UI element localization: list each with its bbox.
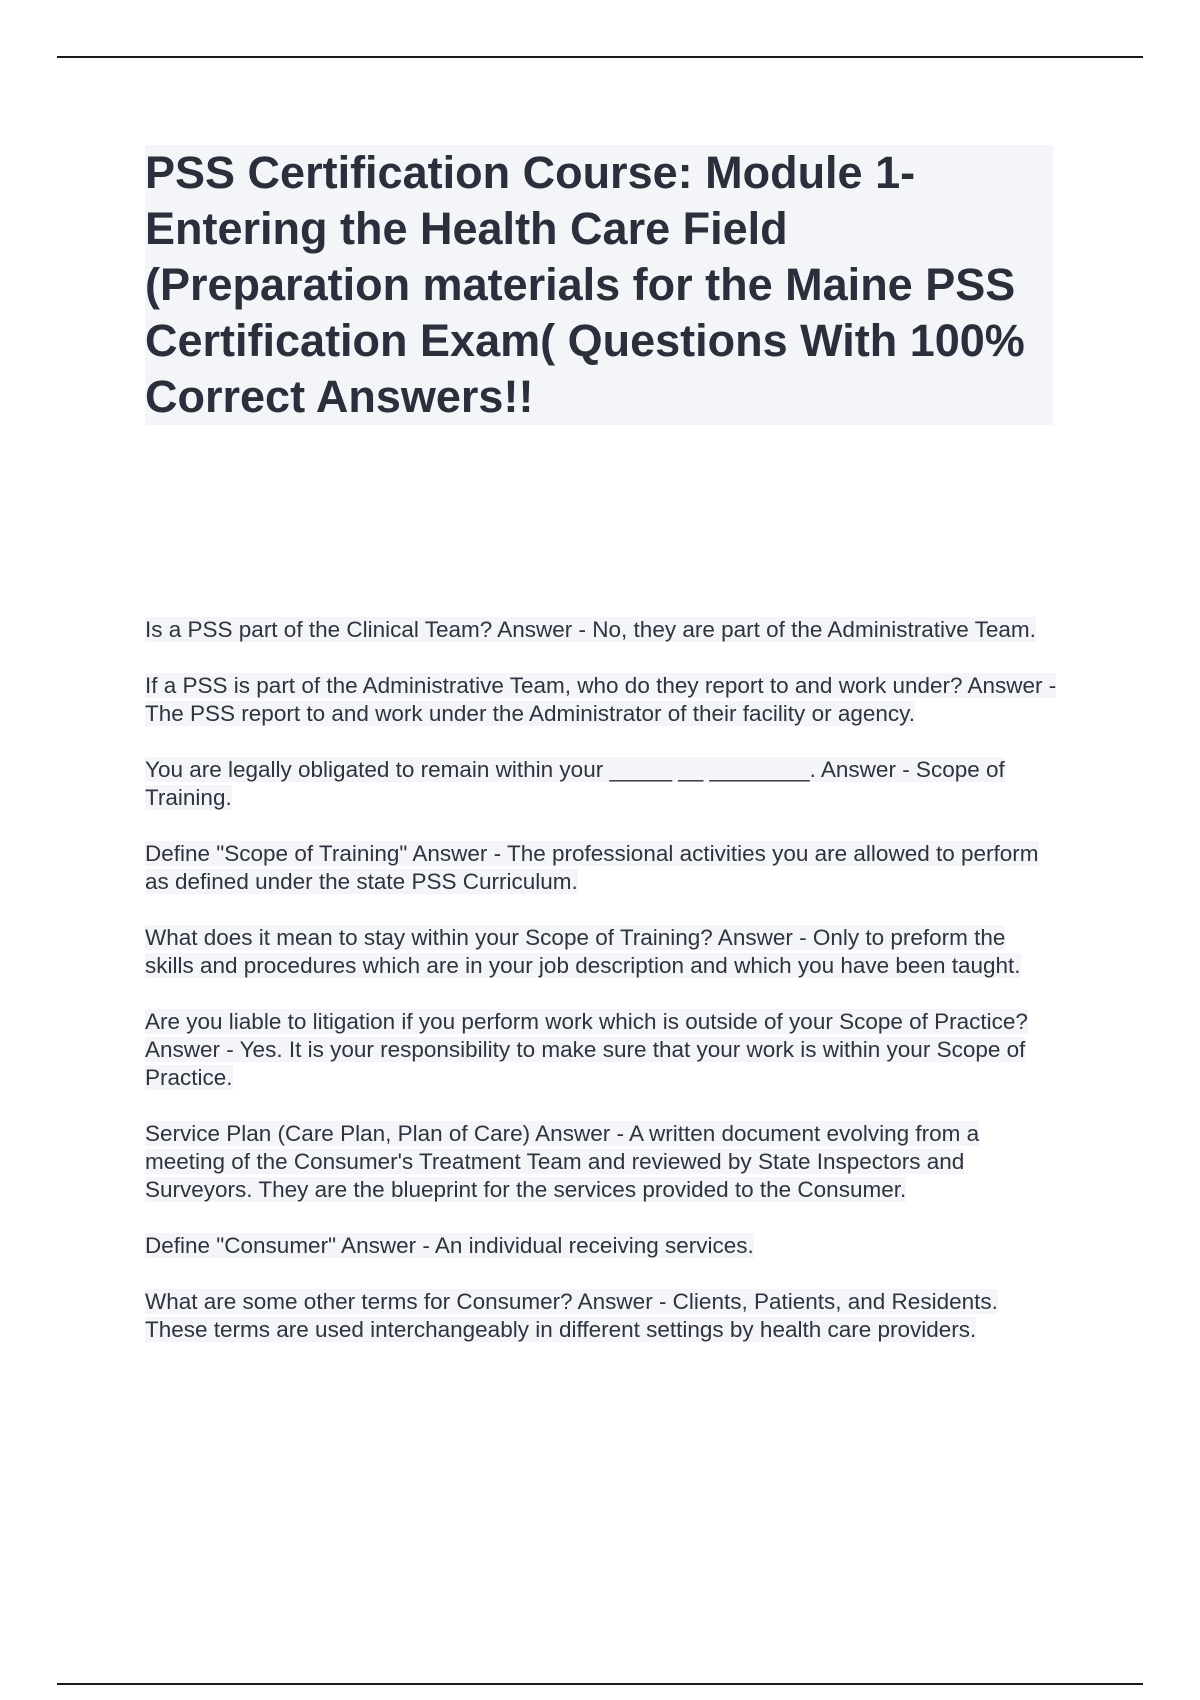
qa-text: You are legally obligated to remain within your _____ __ ________. Answer - Scope of Training. [145, 757, 1005, 810]
qa-text: Are you liable to litigation if you perform work which is outside of your Scope of Practice? Answer - Yes. It is your responsibility to make sure that your work is within your Scope of Practice. [145, 1009, 1028, 1090]
header-divider [57, 56, 1143, 58]
qa-text: Define "Consumer" Answer - An individual receiving services. [145, 1233, 754, 1258]
qa-item [145, 672, 1060, 728]
qa-text: Is a PSS part of the Clinical Team? Answer - No, they are part of the Administrative Team. [145, 617, 1036, 642]
qa-text: If a PSS is part of the Administrative Team, who do they report to and work under? Answer - The PSS report to and work under the Administrator of their facility or agency. [145, 673, 1057, 726]
qa-text: Service Plan (Care Plan, Plan of Care) Answer - A written document evolving from a meeting of the Consumer's Treatment Team and reviewed by State Inspectors and Surveyors. They are the blueprint for the services provided to the Consumer. [145, 1121, 980, 1202]
qa-list [145, 616, 1060, 1372]
footer-divider [57, 1683, 1143, 1685]
qa-text: What does it mean to stay within your Scope of Training? Answer - Only to preform the skills and procedures which are in your job description and which you have been taught. [145, 925, 1021, 978]
qa-text: Define "Scope of Training" Answer - The professional activities you are allowed to perform as defined under the state PSS Curriculum. [145, 841, 1039, 894]
qa-item [145, 840, 1060, 896]
qa-item [145, 616, 1060, 644]
qa-item [145, 1288, 1060, 1344]
qa-text: What are some other terms for Consumer? Answer - Clients, Patients, and Residents. These terms are used interchangeably in different settings by health care providers. [145, 1289, 998, 1342]
qa-item [145, 1008, 1060, 1092]
qa-item [145, 756, 1060, 812]
qa-item [145, 924, 1060, 980]
qa-item [145, 1232, 1060, 1260]
qa-item [145, 1120, 1060, 1204]
title-block [145, 145, 1053, 425]
document-title: PSS Certification Course: Module 1- Entering the Health Care Field (Preparation materials for the Maine PSS Certification Exam( Questions With 100% Correct Answers!! [145, 147, 1025, 422]
